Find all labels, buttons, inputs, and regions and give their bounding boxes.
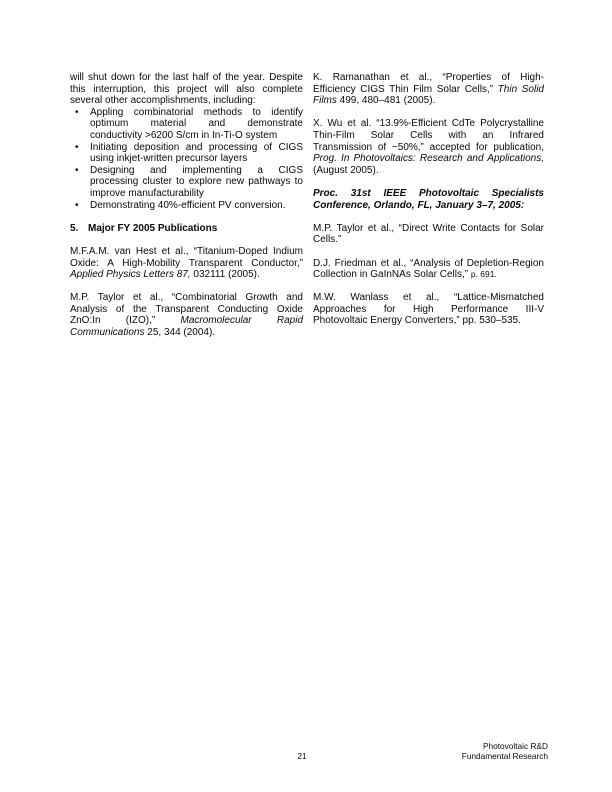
pub-friedman xyxy=(313,258,544,281)
text-line xyxy=(313,72,544,84)
text-segment: Thin Solid xyxy=(497,83,544,95)
text-segment: Analysis of the Transparent Conducting Oxide xyxy=(70,303,303,315)
text-line xyxy=(313,153,544,165)
text-segment: Transmission of ~50%,” accepted for publication, xyxy=(313,141,544,153)
bullet-icon: • xyxy=(75,141,79,153)
text-line xyxy=(90,165,303,177)
text-line xyxy=(70,315,303,327)
section-heading xyxy=(70,223,303,235)
text-segment: Efficiency CIGS Thin Film Solar Cells,” xyxy=(313,83,498,95)
text-line xyxy=(70,269,303,281)
left-column xyxy=(70,72,303,350)
text-segment: Proc. 31st IEEE Photovoltaic Specialists xyxy=(313,187,544,199)
text-segment: X. Wu et al. “13.9%-Efficient CdTe Polycrystalline xyxy=(313,118,544,130)
text-segment: Appling combinatorial methods to identify xyxy=(90,106,303,118)
footer-right xyxy=(462,741,548,762)
text-line xyxy=(90,107,303,119)
text-line xyxy=(70,95,303,107)
text-line xyxy=(70,84,303,96)
bullet-item xyxy=(70,142,303,165)
text-line xyxy=(90,176,303,188)
text-line xyxy=(313,130,544,142)
text-segment: p. 691. xyxy=(470,269,497,280)
text-line xyxy=(90,118,303,130)
heading-text: Major FY 2005 Publications xyxy=(88,222,218,234)
bullet-icon: • xyxy=(75,164,79,176)
footer-publication: Photovoltaic R&D xyxy=(482,740,548,751)
right-column xyxy=(313,72,544,339)
text-line xyxy=(90,142,303,154)
footer-section: Fundamental Research xyxy=(461,751,548,761)
pub-van-hest xyxy=(70,246,303,281)
text-segment: improve manufacturability xyxy=(90,187,204,199)
text-line xyxy=(313,188,544,200)
text-line xyxy=(313,234,544,246)
text-segment: Films xyxy=(313,95,337,107)
text-segment: optimum material and demonstrate xyxy=(90,118,303,130)
text-segment: Approaches for High Performance III-V xyxy=(313,303,544,315)
text-segment: this interruption, this project will also complete xyxy=(70,83,303,95)
text-segment: Conference, Orlando, FL, January 3–7, 2005: xyxy=(313,199,525,211)
text-line xyxy=(313,292,544,304)
text-segment: Initiating deposition and processing of CIGS xyxy=(90,141,303,153)
page-number: 21 xyxy=(297,751,307,761)
text-line xyxy=(90,153,303,165)
pub-wanlass xyxy=(313,292,544,327)
text-line xyxy=(313,315,544,327)
accomplishments-list xyxy=(70,107,303,211)
bullet-item xyxy=(70,200,303,212)
text-segment: 25, 344 (2004). xyxy=(144,327,216,339)
text-segment: conductivity >6200 S/cm in In-Ti-O system xyxy=(90,129,278,141)
text-line xyxy=(70,327,303,339)
text-line xyxy=(313,165,544,177)
bullet-item xyxy=(70,165,303,200)
text-line xyxy=(70,304,303,316)
text-segment: Thin-Film Solar Cells with an Infrared xyxy=(313,129,544,141)
text-segment: 032111 (2005). xyxy=(190,269,260,281)
bullet-icon: • xyxy=(75,199,79,211)
text-segment: Photovoltaic Energy Converters,” pp. 530–535. xyxy=(313,315,521,327)
text-segment: processing cluster to explore new pathways to xyxy=(90,176,303,188)
text-line xyxy=(90,200,303,212)
text-segment: will shut down for the last half of the year. Despite xyxy=(70,72,303,83)
text-segment: Communications xyxy=(70,327,145,339)
text-line xyxy=(70,258,303,270)
text-segment: D.J. Friedman et al., “Analysis of Depletion-Region xyxy=(313,257,544,269)
pub-taylor-contacts xyxy=(313,223,544,246)
text-segment: M.W. Wanlass et al., “Lattice-Mismatched xyxy=(313,292,544,304)
text-segment: Demonstrating 40%-efficient PV conversion. xyxy=(90,199,286,211)
text-line xyxy=(313,269,544,281)
text-line xyxy=(313,84,544,96)
text-line xyxy=(70,292,303,304)
text-segment: M.F.A.M. van Hest et al., “Titanium-Doped Indium xyxy=(70,245,303,257)
text-segment: ZnO:In (IZO),” xyxy=(70,315,181,327)
pub-wu xyxy=(313,118,544,176)
text-line xyxy=(70,72,303,84)
text-line xyxy=(70,246,303,258)
text-segment: Cells.” xyxy=(313,234,342,246)
heading-number: 5. xyxy=(70,222,79,234)
text-segment: Designing and implementing a CIGS xyxy=(90,164,303,176)
text-segment: Macromolecular Rapid xyxy=(180,315,304,327)
text-line xyxy=(313,200,544,212)
text-segment: several other accomplishments, including: xyxy=(70,95,256,107)
pub-taylor-izo xyxy=(70,292,303,338)
text-segment: using inkjet-written precursor layers xyxy=(90,153,248,165)
text-segment: M.P. Taylor et al., “Combinatorial Growth and xyxy=(70,292,303,304)
text-segment: M.P. Taylor et al., “Direct Write Contacts for Solar xyxy=(313,222,544,234)
pub-ramanathan xyxy=(313,72,544,107)
text-segment: Oxide: A High-Mobility Transparent Conductor,” xyxy=(70,257,303,269)
text-segment: Prog. In Photovoltaics: Research and Applications, xyxy=(313,153,544,165)
bullet-item xyxy=(70,107,303,142)
text-segment: (August 2005). xyxy=(313,164,379,176)
text-line xyxy=(313,258,544,270)
text-line xyxy=(313,118,544,130)
text-segment: 499, 480–481 (2005). xyxy=(336,95,436,107)
text-line xyxy=(313,142,544,154)
text-segment: Applied Physics Letters 87, xyxy=(70,269,191,281)
text-segment: K. Ramanathan et al., “Properties of High- xyxy=(313,72,544,83)
para-intro xyxy=(70,72,303,107)
text-line xyxy=(90,188,303,200)
text-line xyxy=(313,223,544,235)
text-segment: Collection in GaInNAs Solar Cells,” xyxy=(313,269,471,281)
text-line xyxy=(90,130,303,142)
conference-heading xyxy=(313,188,544,211)
text-line xyxy=(313,304,544,316)
text-line xyxy=(313,95,544,107)
bullet-icon: • xyxy=(75,106,79,118)
